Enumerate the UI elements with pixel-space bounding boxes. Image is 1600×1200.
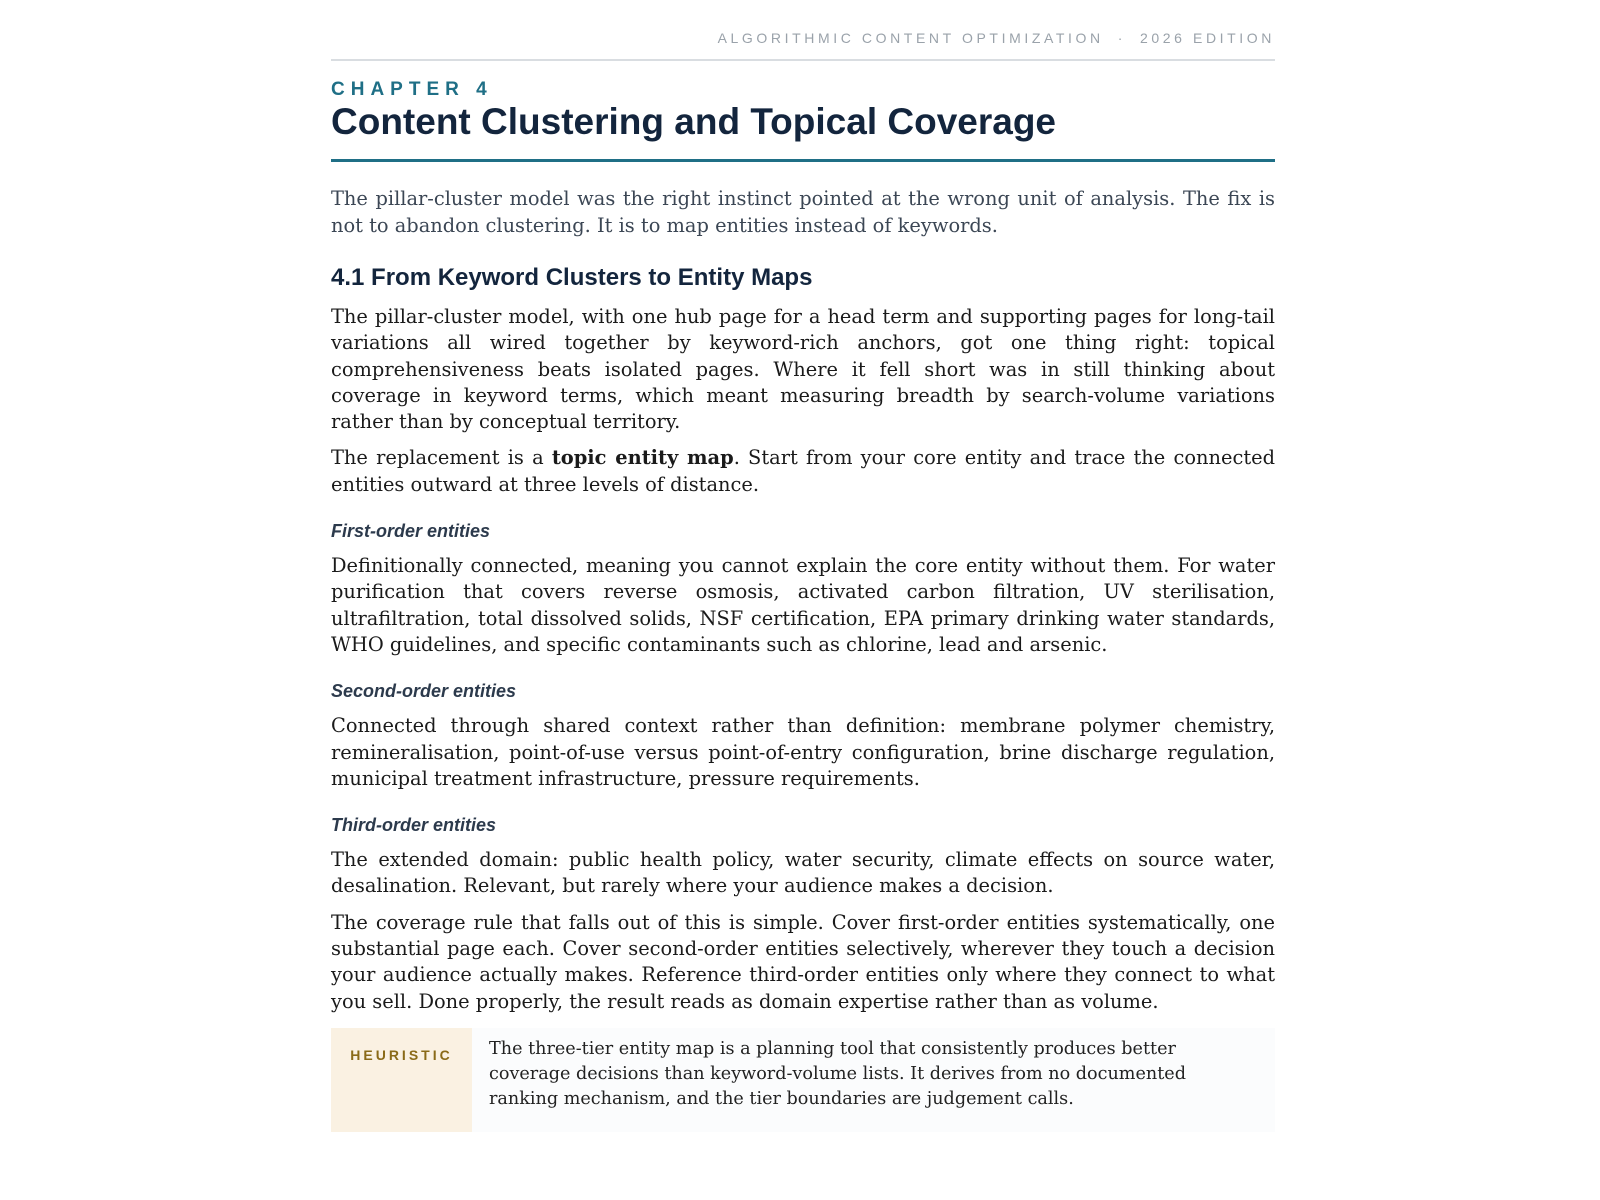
running-head (331, 0, 1275, 61)
heuristic-callout (331, 1028, 1275, 1132)
callout-label: HEURISTIC (331, 1028, 472, 1132)
body-paragraph-pillar-model: The pillar-cluster model, with one hub page for a head term and supporting pages for long-tail variations all wired together by keyword-rich anchors, got one thing right: topical comprehensiveness beats isolated pages. Where it fell short was in still thinking about coverage in keyword terms, which meant measuring breadth by search-volume variations rather than by conceptual territory. (331, 305, 1275, 434)
second-order-heading: Second-order entities (331, 681, 517, 702)
edition-label: 2026 EDITION (1139, 30, 1275, 46)
chapter-label: CHAPTER 4 (331, 79, 493, 100)
callout-text: The three-tier entity map is a planning tool that consistently produces better coverage decisions than keyword-volume lists. It derives from no documented ranking mechanism, and the tier boundaries are judgement calls. (472, 1028, 1275, 1132)
third-order-paragraph: The extended domain: public health policy, water security, climate effects on source water, desalination. Relevant, but rarely where your audience makes a decision. (331, 848, 1275, 898)
running-head-text (718, 30, 1275, 46)
document-page (331, 0, 1275, 1132)
entity-map-text-before: The replacement is a (331, 446, 552, 470)
book-title: ALGORITHMIC CONTENT OPTIMIZATION (717, 30, 1104, 46)
entity-map-text-after: . Start from your core entity and trace the connected entities outward at three levels of distance. (331, 446, 1275, 496)
entity-map-term: topic entity map (551, 446, 734, 470)
coverage-rule-paragraph: The coverage rule that falls out of this is simple. Cover first-order entities systematically, one substantial page each. Cover second-order entities selectively, wherever they touch a decision your audience actually makes. Reference third-order entities only where they connect to what you sell. Done properly, the result reads as domain expertise rather than as volume. (331, 910, 1275, 1013)
section-heading: 4.1 From Keyword Clusters to Entity Maps (331, 264, 813, 291)
first-order-heading: First-order entities (331, 521, 491, 542)
chapter-title: Content Clustering and Topical Coverage (331, 100, 1275, 162)
first-order-paragraph: Definitionally connected, meaning you cannot explain the core entity without them. For water purification that covers reverse osmosis, activated carbon filtration, UV sterilisation, ultrafiltration, total dissolved solids, NSF certification, EPA primary drinking water standards, WHO guidelines, and specific contaminants such as chlorine, lead and arsenic. (331, 554, 1275, 656)
second-order-paragraph: Connected through shared context rather than definition: membrane polymer chemistry, remineralisation, point-of-use versus point-of-entry configuration, brine discharge regulation, municipal treatment infrastructure, pressure requirements. (331, 714, 1275, 790)
running-head-separator: · (1117, 30, 1126, 46)
chapter-lede: The pillar-cluster model was the right instinct pointed at the wrong unit of analysis. The fix is not to abandon clustering. It is to map entities instead of keywords. (331, 187, 1275, 237)
body-paragraph-entity-map (331, 445, 1275, 498)
third-order-heading: Third-order entities (331, 815, 497, 836)
